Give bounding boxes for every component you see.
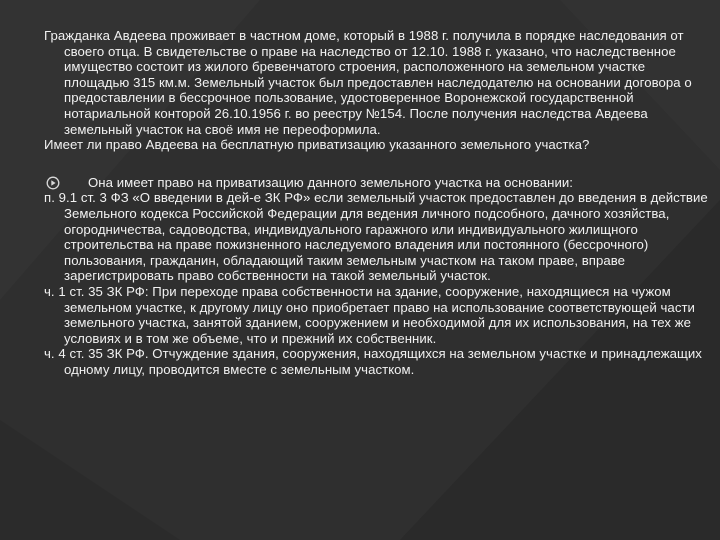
answer-lead: Она имеет право на приватизацию данного земельного участка на основании: [88, 174, 573, 190]
clause-item: ч. 4 ст. 35 ЗК РФ. Отчуждение здания, сооружения, находящихся на земельном участке и принадлежащих одному лицу, проводится вместе с земельным участком. [44, 346, 702, 377]
case-question: Имеет ли право Авдеева на бесплатную приватизацию указанного земельного участка? [44, 137, 590, 153]
clause-item: ч. 1 ст. 35 ЗК РФ: При переходе права собственности на здание, сооружение, находящиеся на чужом земельном участке, к другому лицу оно приобретает право на использование соответствующей части земельного участка, занятой зданием, сооружением и необходимой для их использования, на тех же условиях и в том же объеме, что и прежний их собственник. [44, 283, 695, 346]
answer-block [44, 175, 708, 378]
clause-item: п. 9.1 ст. 3 ФЗ «О введении в дей-е ЗК РФ» если земельный участок предоставлен до введения в действие Земельного кодекса Российской Федерации для ведения личного подсобного, дачного хозяйства, огородничества, садоводства, индивидуального гаражного или индивидуального жилищного строительства на праве пожизненного наследуемого владения или постоянного (бессрочного) пользования, гражданин, обладающий таким земельным участком на таком праве, вправе зарегистрировать право собственности на такой земельный участок. [44, 190, 708, 284]
circled-arrow-icon [46, 176, 60, 190]
case-description: Гражданка Авдеева проживает в частном доме, который в 1988 г. получила в порядке наследования от своего отца. В свидетельстве о праве на наследство от 12.10. 1988 г. указано, что наследственное имущество состоит из жилого бревенчатого строения, расположенного на земельном участке площадью 315 км.м. Земельный участок был предоставлен наследодателю на основании договора о предоставлении в бессрочное пользование, удостоверенное Воронежской государственной нотариальной конторой 26.10.1956 г. во реестру №154. После получения наследства Авдеева земельный участок на своё имя не переоформила. [44, 28, 692, 137]
text-body [44, 28, 708, 377]
